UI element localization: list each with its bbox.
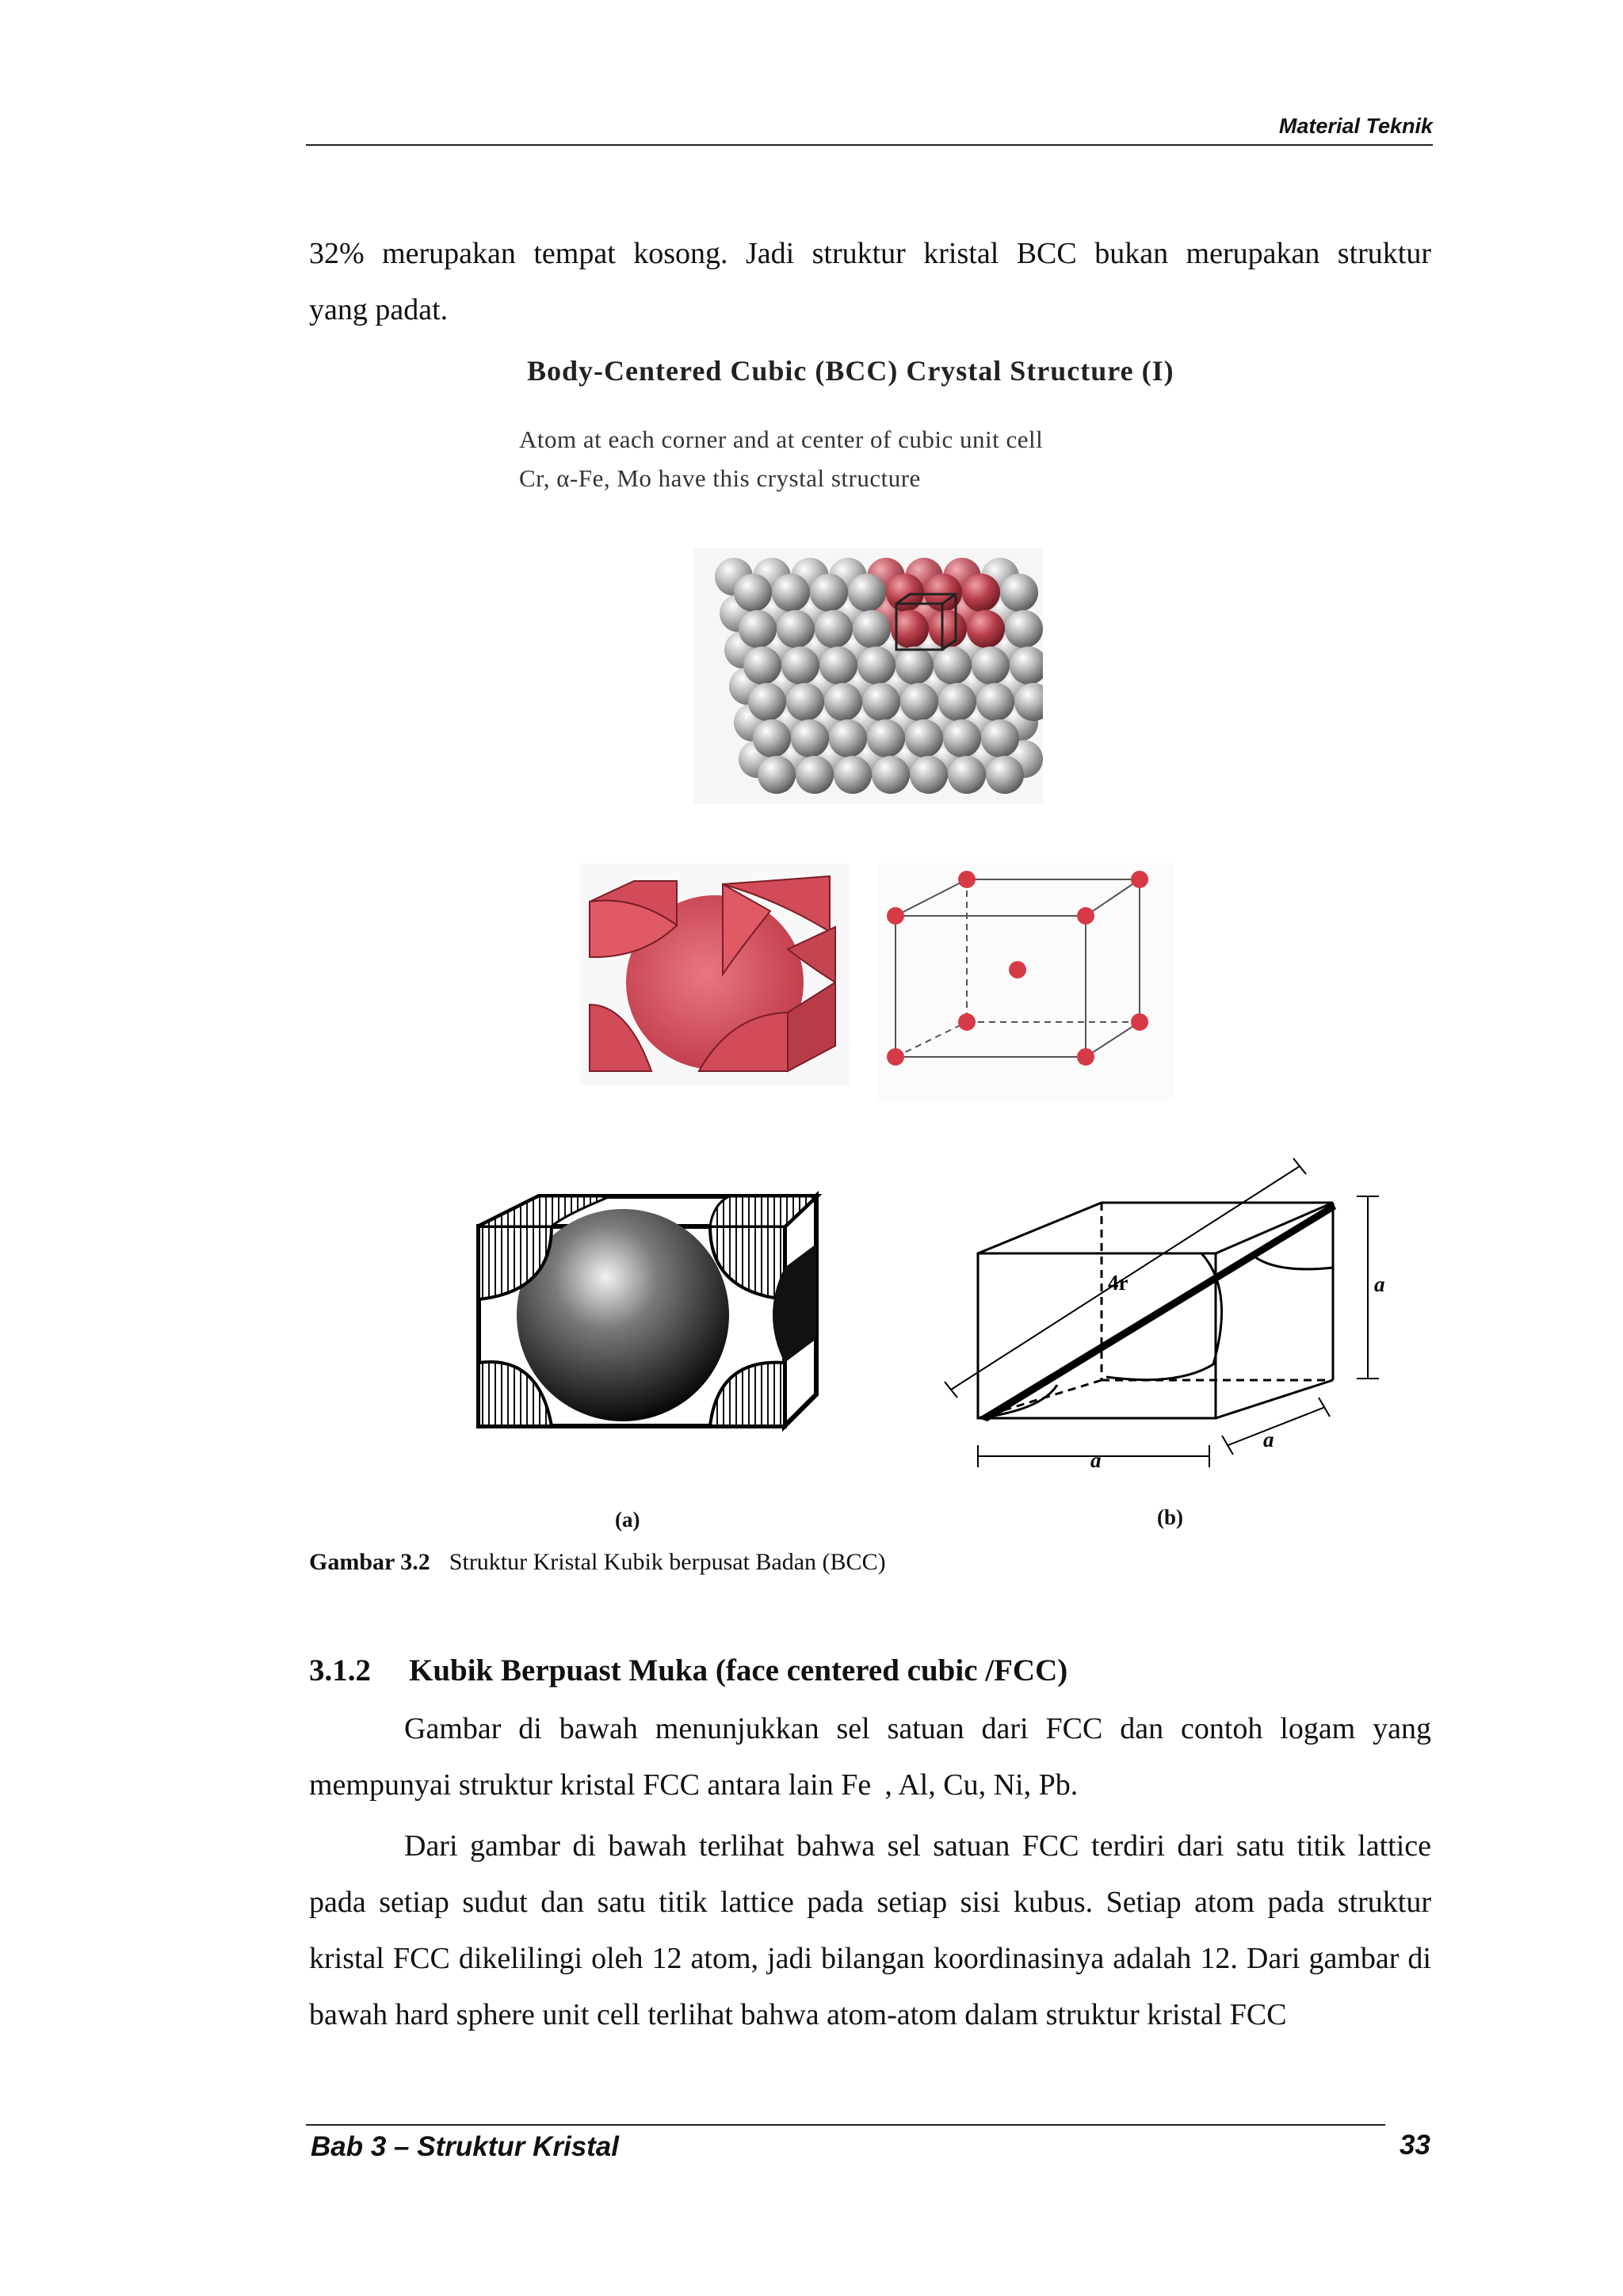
grey-atom xyxy=(872,756,910,794)
section-body xyxy=(309,1701,1431,2043)
grey-atom xyxy=(867,719,905,757)
grey-atom xyxy=(896,646,934,685)
intro-line-1: 32% merupakan tempat kosong. Jadi struktur kristal BCC bukan merupakan struktur xyxy=(309,237,1431,270)
grey-atom xyxy=(934,646,972,685)
figure-label-b: (b) xyxy=(1157,1505,1183,1529)
grey-atom xyxy=(862,683,900,721)
grey-atom xyxy=(772,574,810,612)
grey-atom xyxy=(739,610,777,648)
grey-atom xyxy=(853,610,891,648)
grey-atom xyxy=(948,756,986,794)
grey-atom xyxy=(748,683,786,721)
grey-atom xyxy=(815,610,853,648)
grey-atom xyxy=(1005,610,1043,648)
grey-atom xyxy=(824,683,862,721)
red-atom xyxy=(967,610,1005,648)
grey-atom xyxy=(758,756,796,794)
section-heading xyxy=(309,1653,1067,1688)
grey-atom xyxy=(1000,574,1038,612)
dim-a-label-depth: a xyxy=(1263,1428,1274,1451)
grey-atom xyxy=(900,683,938,721)
bcc-hard-sphere-cell-image xyxy=(580,864,850,1085)
intro-line-2: yang padat. xyxy=(309,293,449,326)
footer-chapter: Bab 3 – Struktur Kristal xyxy=(311,2131,619,2162)
figure-subtitle-1: Atom at each corner and at center of cubic unit cell xyxy=(519,425,1044,453)
grey-atom xyxy=(905,719,943,757)
grey-atom xyxy=(857,646,896,685)
section-number: 3.1.2 xyxy=(309,1653,371,1688)
section-title: Kubik Berpuast Muka (face centered cubic /FCC) xyxy=(409,1653,1068,1688)
grey-atom xyxy=(786,683,824,721)
dim-4r-label: 4r xyxy=(1108,1271,1128,1295)
grey-atom xyxy=(781,646,819,685)
dim-a-label-horizontal: a xyxy=(1090,1448,1102,1472)
grey-atom xyxy=(981,719,1019,757)
grey-atom xyxy=(796,756,834,794)
page-number: 33 xyxy=(1400,2130,1430,2161)
intro-paragraph xyxy=(309,226,1431,338)
grey-atom xyxy=(848,574,886,612)
figure-subtitle-2: Cr, α-Fe, Mo have this crystal structure xyxy=(519,464,921,492)
bcc-sphere-lattice-image xyxy=(694,548,1043,803)
grey-atom xyxy=(734,574,772,612)
grey-atom xyxy=(791,719,829,757)
grey-atom xyxy=(976,683,1014,721)
red-atom xyxy=(886,574,924,612)
grey-atom xyxy=(810,574,848,612)
grey-atom xyxy=(743,646,781,685)
bcc-lattice-point-cell-image xyxy=(878,864,1174,1101)
grey-atom xyxy=(986,756,1024,794)
figure-label-a: (a) xyxy=(615,1508,640,1531)
figure-caption xyxy=(309,1549,886,1576)
section-paragraph-2: Dari gambar di bawah terlihat bahwa sel satuan FCC terdiri dari satu titik lattice pada setiap sudut dan satu titik lattice pada setiap sisi kubus. Setiap atom pada struktur kristal FCC dikelilingi oleh 12 atom, jadi bilangan koordinasinya adalah 12. Dari gambar di bawah hard sphere unit cell terlihat bahwa atom-atom dalam struktur kristal FCC xyxy=(309,1829,1431,2031)
grey-atom xyxy=(938,683,976,721)
header-rule xyxy=(306,144,1433,146)
running-header: Material Teknik xyxy=(1278,114,1433,138)
grey-atom xyxy=(819,646,857,685)
caption-label: Gambar 3.2 xyxy=(309,1549,430,1575)
grey-atom xyxy=(829,719,867,757)
bcc-cutaway-cell-image xyxy=(444,1141,832,1442)
grey-atom xyxy=(777,610,815,648)
grey-atom xyxy=(972,646,1010,685)
section-paragraph-1: Gambar di bawah menunjukkan sel satuan dari FCC dan contoh logam yang mempunyai struktur kristal FCC antara lain Fe , Al, Cu, Ni, Pb. xyxy=(309,1712,1431,1802)
footer-rule xyxy=(306,2124,1385,2126)
dim-a-label-vertical: a xyxy=(1374,1272,1385,1296)
grey-atom xyxy=(753,719,791,757)
bcc-geometry-diagram xyxy=(940,1155,1400,1472)
red-atom xyxy=(962,574,1000,612)
figure-title: Body-Centered Cubic (BCC) Crystal Structure (I) xyxy=(527,355,1174,387)
grey-atom xyxy=(943,719,981,757)
caption-text: Struktur Kristal Kubik berpusat Badan (BCC) xyxy=(449,1549,886,1575)
grey-atom xyxy=(910,756,948,794)
grey-atom xyxy=(834,756,872,794)
red-atom xyxy=(929,610,967,648)
